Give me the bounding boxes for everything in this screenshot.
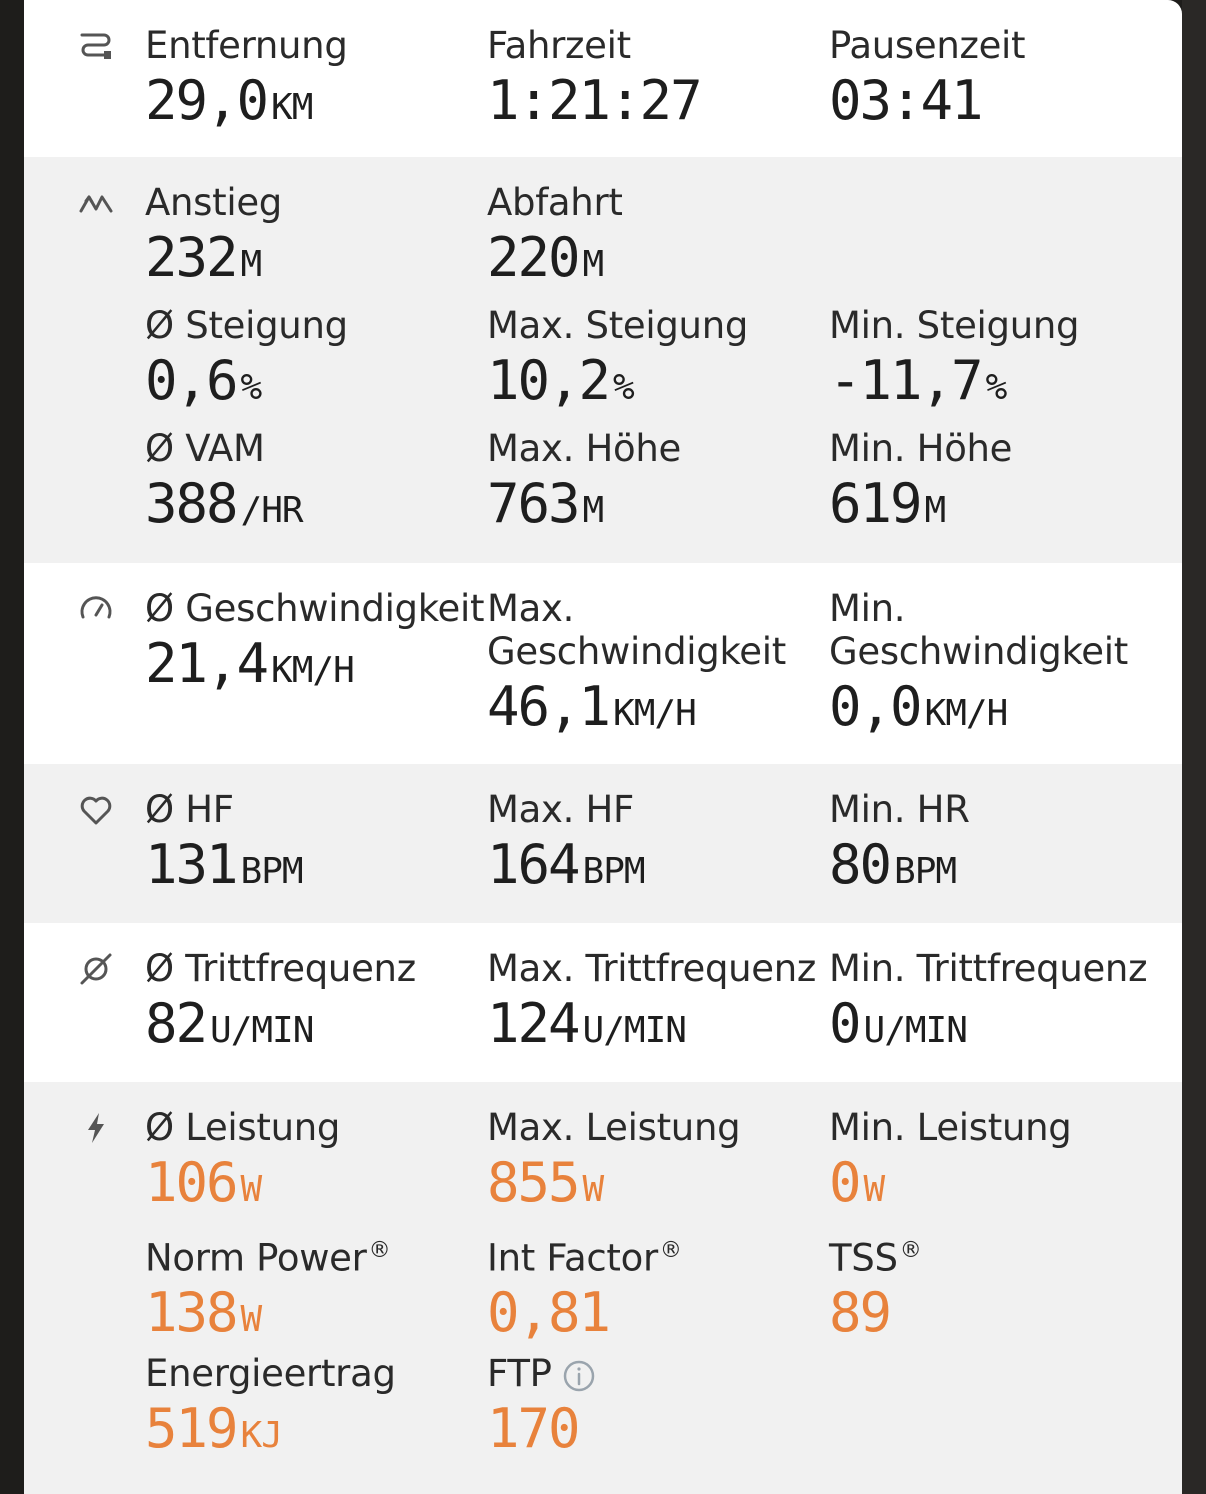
stat-value: 124 [487,992,579,1055]
stat-max-hf [487,788,817,896]
stat-unit: BPM [582,851,645,892]
ride-stats-card [24,0,1182,1494]
stat-value: 03:41 [829,69,982,132]
stat-value: 82 [145,992,207,1055]
stat-label: Max. Geschwindigkeit [487,587,786,673]
stat-unit: % [985,367,1007,408]
stat-label: Energieertrag [145,1352,396,1395]
stat-value: 29,0 [145,69,268,132]
stat-unit: W [240,1169,262,1210]
stat-int-factor [487,1229,817,1344]
stat-energieertrag [145,1352,475,1460]
stat-value: 388 [145,472,237,535]
stat-value: 220 [487,226,579,289]
stat-label: Min. HR [829,788,970,831]
section-elevation [24,157,1182,563]
stat-unit: W [240,1299,262,1341]
stat-label: Min. Höhe [829,427,1013,470]
stat-unit: KM/H [924,693,1008,734]
stat-min-speed [829,587,1149,738]
stat-avg-cadence [145,947,475,1055]
section-speed [24,563,1182,764]
stat-unit: W [863,1169,885,1210]
section-heart-rate [24,764,1182,923]
stat-label: FTP [487,1352,817,1395]
stat-value: 80 [829,833,891,896]
cadence-icon [76,949,116,989]
stat-value: 232 [145,226,237,289]
stat-avg-hf [145,788,475,896]
stat-max-speed [487,587,807,738]
stat-unit: KM/H [613,693,696,734]
background-panel [1182,0,1206,1494]
stat-unit: KM/H [271,650,354,691]
stat-value: 1:21:27 [487,69,701,132]
stat-value: 0,6 [145,349,237,412]
stat-label: Max. Höhe [487,427,681,470]
stat-unit: M [924,490,946,531]
stat-label: Int Factor® [487,1236,682,1280]
stat-fahrzeit [487,24,817,132]
registered-mark: ® [899,1238,922,1263]
stat-value: 106 [145,1151,237,1214]
lightning-icon [76,1108,116,1148]
stat-avg-power [145,1106,475,1214]
stat-anstieg [145,181,475,289]
stat-value: 138 [145,1281,237,1345]
stat-label: Max. HF [487,788,635,831]
stat-value: 855 [487,1151,579,1214]
stat-unit: M [582,490,604,531]
stat-label: Abfahrt [487,181,623,224]
stat-value: 519 [145,1397,237,1460]
stat-label: Max. Steigung [487,304,749,347]
stat-min-hr [829,788,1159,896]
stat-unit: KM [271,87,313,128]
stat-max-power [487,1106,817,1214]
stat-abfahrt [487,181,817,289]
section-power [24,1082,1182,1494]
stat-avg-steigung [145,304,475,412]
heart-icon [76,790,116,830]
stat-value: 0 [829,1151,860,1214]
stat-value: 21,4 [145,632,268,695]
stat-unit: % [613,367,634,408]
stat-label: Min. Trittfrequenz [829,947,1148,990]
registered-mark: ® [659,1238,682,1263]
stat-label: Max. Leistung [487,1106,741,1149]
stat-min-power [829,1106,1159,1214]
stat-value: 164 [487,833,579,896]
route-icon [76,26,116,66]
stat-min-steigung [829,304,1159,412]
stat-label: Ø VAM [145,427,265,470]
stat-label: Norm Power® [145,1236,391,1280]
section-cadence [24,923,1182,1082]
stat-label: Entfernung [145,24,348,67]
section-distance [24,0,1182,157]
stat-label: Pausenzeit [829,24,1026,67]
stat-value: 0 [829,992,860,1055]
stat-avg-vam [145,427,475,535]
stat-entfernung [145,24,475,132]
stat-unit: U/MIN [210,1010,314,1051]
stat-label: Fahrzeit [487,24,631,67]
stat-min-hoehe [829,427,1159,535]
stat-value: 0,0 [829,675,921,738]
stat-label: TSS® [829,1236,922,1280]
stat-min-cadence [829,947,1159,1055]
stat-value: 763 [487,472,579,535]
stat-label: Ø Leistung [145,1106,341,1149]
stat-label: Anstieg [145,181,282,224]
stat-label: Max. Trittfrequenz [487,947,817,990]
stat-label: Ø HF [145,788,234,831]
stat-unit: M [240,244,262,285]
stat-pausenzeit [829,24,1159,132]
stat-value: -11,7 [829,349,982,412]
mountains-icon [76,183,116,223]
stat-unit: /HR [240,490,303,531]
stat-unit: U/MIN [863,1010,967,1051]
stat-label: Min. Geschwindigkeit [829,587,1128,673]
stat-label: Ø Geschwindigkeit [145,587,485,630]
stat-label: Min. Leistung [829,1106,1072,1149]
stat-value: 0,81 [487,1281,610,1345]
stat-value: 131 [145,833,237,896]
stat-unit: U/MIN [582,1010,686,1051]
stat-unit: KJ [240,1415,282,1456]
stat-value: 89 [829,1281,891,1345]
stat-max-cadence [487,947,817,1055]
info-icon[interactable] [562,1359,596,1393]
stat-tss [829,1229,1159,1344]
stat-unit: % [240,367,262,408]
stat-ftp [487,1352,817,1460]
stat-avg-speed [145,587,485,695]
stat-label: Ø Trittfrequenz [145,947,416,990]
stat-unit: BPM [894,851,957,892]
stat-value: 46,1 [487,675,610,738]
stat-unit: BPM [240,851,303,892]
stat-max-hoehe [487,427,817,535]
stat-label: Ø Steigung [145,304,348,347]
stat-unit: W [582,1169,604,1210]
speedometer-icon [76,589,116,629]
stat-unit: M [582,244,604,285]
registered-mark: ® [368,1238,391,1263]
stat-value: 619 [829,472,921,535]
stat-value: 170 [487,1397,579,1460]
stat-label: Min. Steigung [829,304,1080,347]
stat-norm-power [145,1229,475,1344]
stat-max-steigung [487,304,817,412]
stat-value: 10,2 [487,349,610,412]
